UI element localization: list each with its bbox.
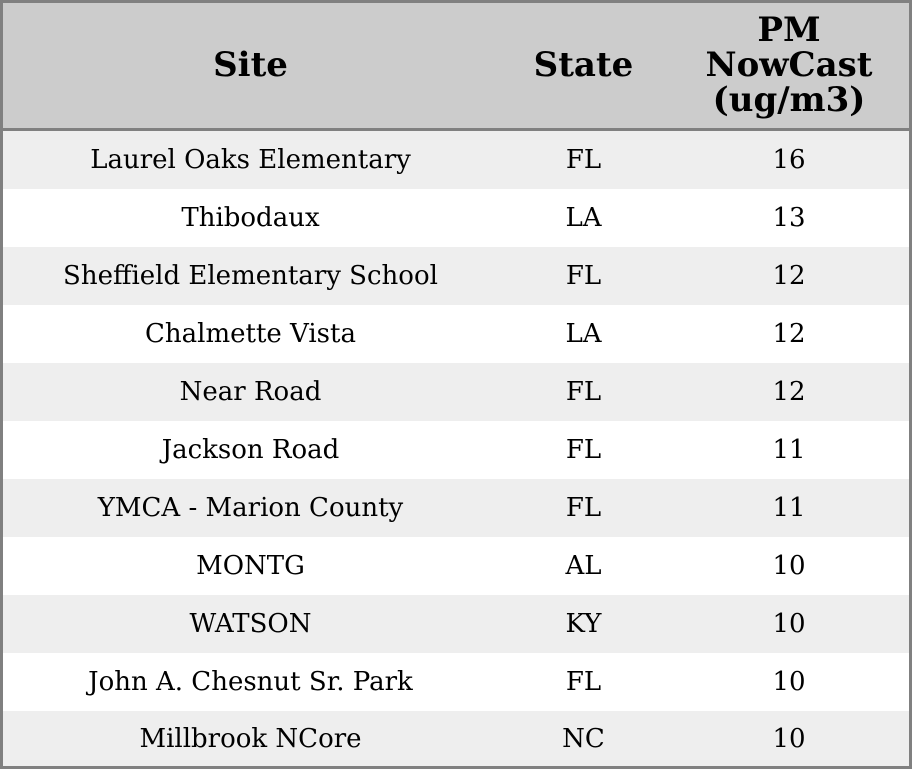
table-row — [3, 479, 909, 537]
cell-site: Laurel Oaks Elementary — [3, 130, 498, 190]
header-site: Site — [3, 3, 498, 130]
cell-pm-nowcast: 11 — [669, 421, 909, 479]
table-row — [3, 130, 909, 190]
table-row — [3, 189, 909, 247]
cell-pm-nowcast: 11 — [669, 479, 909, 537]
cell-state: FL — [498, 247, 669, 305]
table-row — [3, 653, 909, 711]
cell-site: Jackson Road — [3, 421, 498, 479]
cell-state: LA — [498, 189, 669, 247]
cell-site: WATSON — [3, 595, 498, 653]
table-row — [3, 711, 909, 766]
cell-pm-nowcast: 12 — [669, 363, 909, 421]
header-pm-line-1: PM — [757, 10, 821, 50]
cell-pm-nowcast: 13 — [669, 189, 909, 247]
cell-site: John A. Chesnut Sr. Park — [3, 653, 498, 711]
cell-state: FL — [498, 363, 669, 421]
table-row — [3, 421, 909, 479]
table-header — [3, 3, 909, 130]
cell-site: Sheffield Elementary School — [3, 247, 498, 305]
table-body — [3, 130, 909, 767]
cell-pm-nowcast: 12 — [669, 305, 909, 363]
header-pm-nowcast — [669, 3, 909, 130]
cell-site: Near Road — [3, 363, 498, 421]
header-pm-line-3: (ug/m3) — [712, 80, 866, 120]
cell-state: AL — [498, 537, 669, 595]
cell-pm-nowcast: 10 — [669, 537, 909, 595]
header-row — [3, 3, 909, 130]
table-row — [3, 363, 909, 421]
cell-state: FL — [498, 130, 669, 190]
cell-pm-nowcast: 10 — [669, 653, 909, 711]
cell-site: Chalmette Vista — [3, 305, 498, 363]
cell-state: NC — [498, 711, 669, 766]
cell-site: Millbrook NCore — [3, 711, 498, 766]
cell-pm-nowcast: 12 — [669, 247, 909, 305]
cell-state: LA — [498, 305, 669, 363]
cell-pm-nowcast: 16 — [669, 130, 909, 190]
header-state: State — [498, 3, 669, 130]
cell-pm-nowcast: 10 — [669, 711, 909, 766]
table-row — [3, 595, 909, 653]
cell-state: FL — [498, 479, 669, 537]
cell-site: MONTG — [3, 537, 498, 595]
cell-pm-nowcast: 10 — [669, 595, 909, 653]
table-row — [3, 305, 909, 363]
header-pm-line-2: NowCast — [705, 45, 873, 85]
pm-nowcast-table — [3, 3, 909, 766]
cell-state: FL — [498, 653, 669, 711]
cell-state: FL — [498, 421, 669, 479]
table-row — [3, 537, 909, 595]
cell-state: KY — [498, 595, 669, 653]
table-row — [3, 247, 909, 305]
cell-site: Thibodaux — [3, 189, 498, 247]
cell-site: YMCA - Marion County — [3, 479, 498, 537]
